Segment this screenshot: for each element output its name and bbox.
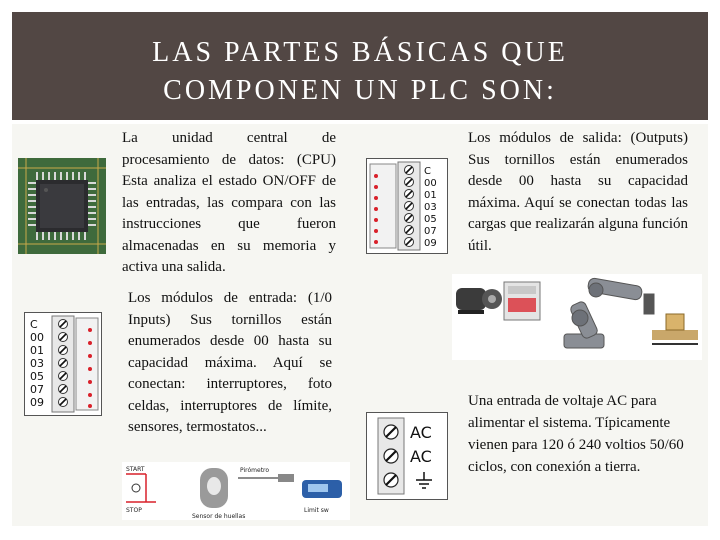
power-supply-image: [366, 412, 448, 500]
input-terminal-label: 01: [30, 344, 44, 357]
power-terminal-label: AC: [410, 423, 432, 442]
input-devices-image: [122, 462, 350, 520]
output-module-image: [366, 158, 448, 254]
output-terminal-label: C: [424, 166, 431, 177]
input-terminal-label: 05: [30, 370, 44, 383]
slide-content: [12, 124, 708, 526]
output-loads-image: [452, 274, 702, 360]
output-terminal-label: 03: [424, 202, 437, 213]
title-line-2: COMPONEN UN PLC SON:: [163, 75, 557, 106]
input-terminal-label: 00: [30, 331, 44, 344]
cpu-chip-image: [18, 158, 106, 254]
outputs-description: Los módulos de salida: (Outputs) Sus tornillos están enumerados desde 00 hasta su capacidad máxima. Aquí se conectan todas las cargas que realizarán alguna función útil.: [468, 130, 688, 254]
input-terminal-label: 03: [30, 357, 44, 370]
power-description: Una entrada de voltaje AC para alimentar el sistema. Típicamente vienen para 120 ó 240 voltios 50/60 ciclos, con conexión a tierra.: [468, 393, 684, 475]
stop-label: STOP: [126, 507, 142, 514]
input-terminal-label: 07: [30, 383, 44, 396]
output-terminal-label: 07: [424, 226, 437, 237]
fingerprint-label: Sensor de huellas: [192, 513, 246, 520]
output-terminal-label: 00: [424, 178, 437, 189]
power-terminal-label: AC: [410, 447, 432, 466]
input-module-image: [24, 312, 102, 416]
title-line-1: LAS PARTES BÁSICAS QUE: [152, 37, 568, 68]
input-terminal-label: 09: [30, 396, 44, 409]
input-terminal-label: C: [30, 318, 38, 331]
limit-label: Limit sw: [304, 507, 329, 514]
slide-title: [12, 34, 708, 110]
slide-header: [12, 12, 708, 120]
pyrometer-label: Pirómetro: [240, 467, 270, 474]
output-terminal-label: 05: [424, 214, 437, 225]
start-label: START: [126, 466, 145, 473]
output-terminal-label: 09: [424, 238, 437, 249]
contactor-icon: [504, 282, 540, 320]
inputs-description: Los módulos de entrada: (1/0 Inputs) Sus tornillos están enumerados desde 00 hasta su capacidad máxima. Aquí se conectan: interruptores, foto celdas, interruptores de límite, sensores, termostatos...: [128, 290, 332, 435]
cpu-description: La unidad central de procesamiento de datos: (CPU) Esta analiza el estado ON/OFF de las entradas, las compara con las instrucciones que fueron almacenadas en su memoria y activa una salida.: [122, 130, 336, 275]
output-terminal-label: 01: [424, 190, 437, 201]
